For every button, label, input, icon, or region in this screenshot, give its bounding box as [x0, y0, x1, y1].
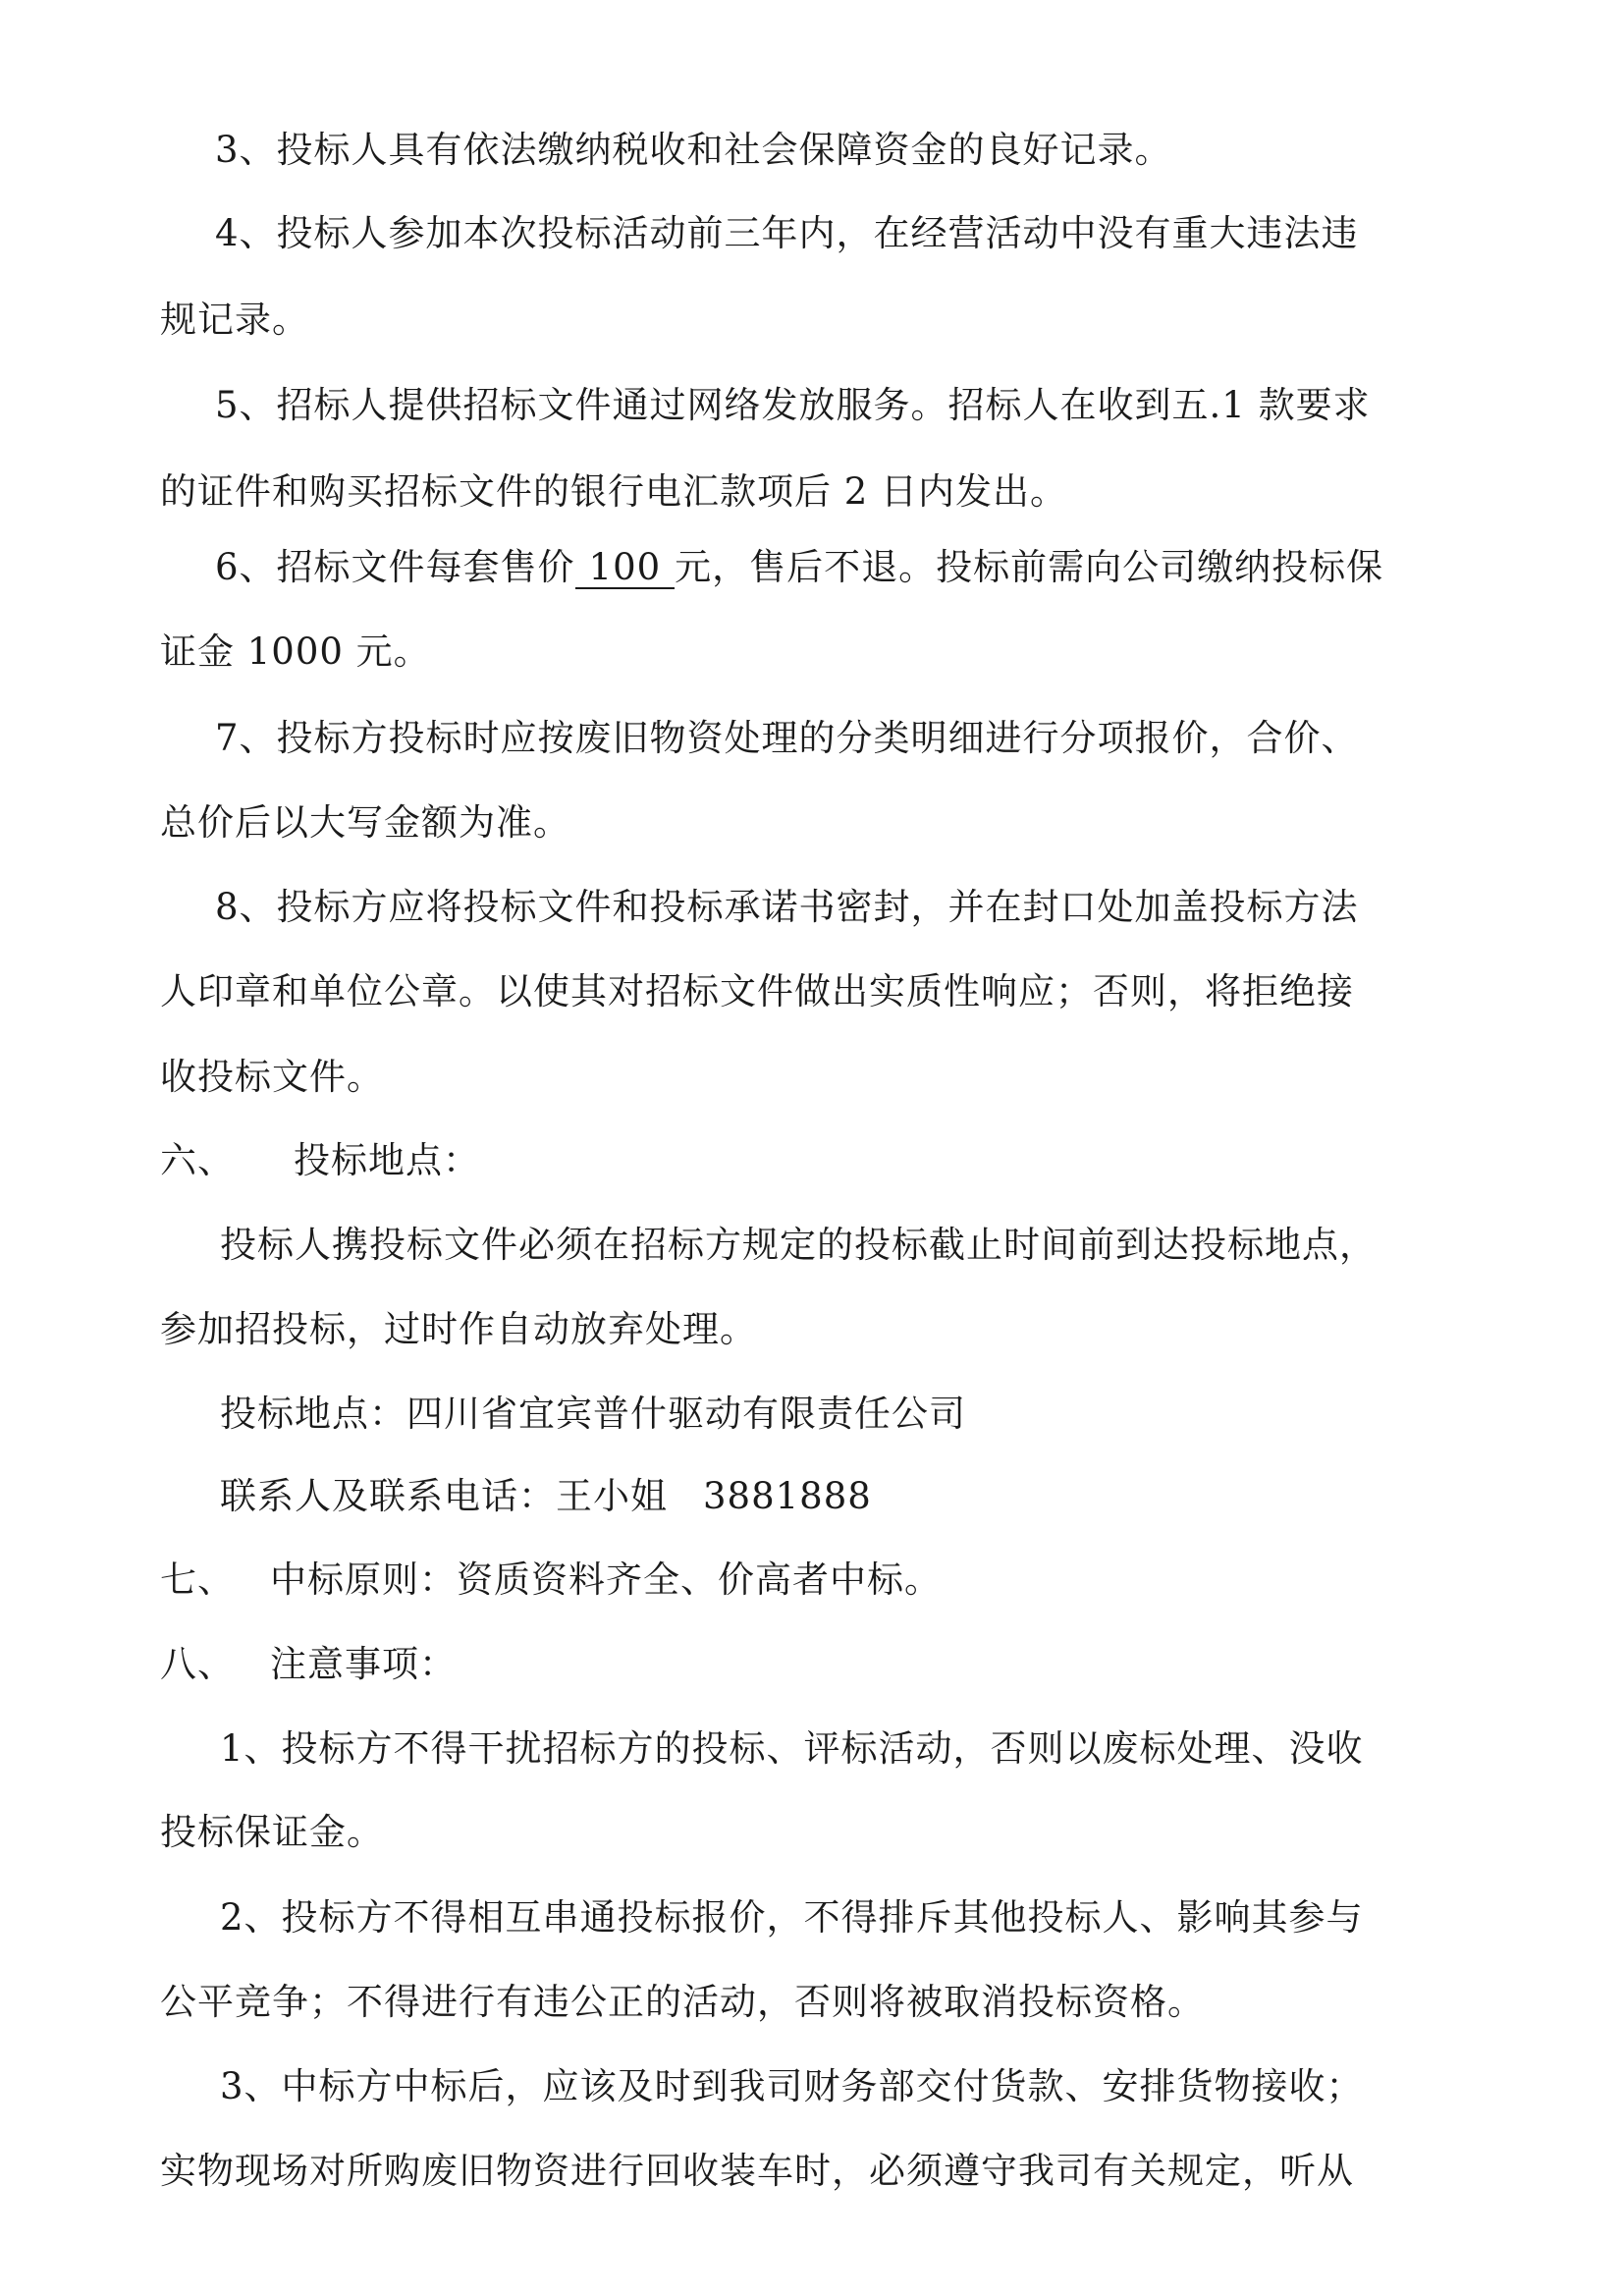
section-8-number: 八、: [160, 1643, 235, 1685]
note-1-line-2: 投标保证金。: [160, 1811, 384, 1853]
section-7-text: 中标原则：资质资料齐全、价高者中标。: [270, 1558, 942, 1601]
section-6-title: 投标地点：: [294, 1139, 480, 1181]
section-8-title: 注意事项：: [270, 1643, 457, 1685]
contact-phone: 3881888: [703, 1475, 872, 1517]
paragraph-4-line-1: 4、投标人参加本次投标活动前三年内，在经营活动中没有重大违法违: [215, 212, 1359, 254]
section-8-heading: [160, 1641, 457, 1688]
paragraph-6-line-1: [215, 544, 1383, 591]
paragraph-8-line-1: 8、投标方应将投标文件和投标承诺书密封，并在封口处加盖投标方法: [215, 886, 1359, 928]
paragraph-3: 3、投标人具有依法缴纳税收和社会保障资金的良好记录。: [215, 129, 1172, 171]
section-6-heading: [160, 1137, 480, 1184]
paragraph-6-line-2: 证金 1000 元。: [160, 630, 431, 673]
paragraph-6-text-b: 元，售后不退。投标前需向公司缴纳投标保: [675, 546, 1384, 588]
note-3-line-2: 实物现场对所购废旧物资进行回收装车时，必须遵守我司有关规定，听从: [160, 2150, 1354, 2192]
section-6-body-line-1: 投标人携投标文件必须在招标方规定的投标截止时间前到达投标地点，: [220, 1224, 1377, 1266]
paragraph-5-line-1: 5、招标人提供招标文件通过网络发放服务。招标人在收到五.1 款要求: [215, 384, 1371, 426]
tender-location-value: 四川省宜宾普什驱动有限责任公司: [406, 1393, 966, 1435]
section-6-number: 六、: [160, 1139, 235, 1181]
section-6-body-line-2: 参加招投标，过时作自动放弃处理。: [160, 1308, 757, 1350]
paragraph-7-line-1: 7、投标方投标时应按废旧物资处理的分类明细进行分项报价，合价、: [215, 717, 1359, 759]
note-2-line-1: 2、投标方不得相互串通投标报价，不得排斥其他投标人、影响其参与: [220, 1896, 1364, 1939]
tender-location-label: 投标地点：: [220, 1393, 406, 1435]
contact-label: 联系人及联系电话：: [220, 1475, 556, 1517]
paragraph-5-line-2: 的证件和购买招标文件的银行电汇款项后 2 日内发出。: [160, 470, 1068, 513]
paragraph-8-line-2: 人印章和单位公章。以使其对招标文件做出实质性响应；否则，将拒绝接: [160, 970, 1354, 1012]
section-7-number: 七、: [160, 1558, 235, 1601]
paragraph-4-line-2: 规记录。: [160, 299, 309, 341]
paragraph-8-line-3: 收投标文件。: [160, 1056, 384, 1098]
price-underlined-value: 100: [575, 548, 676, 589]
section-7: [160, 1557, 942, 1604]
paragraph-7-line-2: 总价后以大写金额为准。: [160, 801, 570, 844]
paragraph-6-text-a: 6、招标文件每套售价: [215, 546, 575, 588]
note-1-line-1: 1、投标方不得干扰招标方的投标、评标活动，否则以废标处理、没收: [220, 1727, 1364, 1770]
note-3-line-1: 3、中标方中标后，应该及时到我司财务部交付货款、安排货物接收；: [220, 2065, 1364, 2107]
contact-info: [220, 1473, 872, 1520]
note-2-line-2: 公平竞争；不得进行有违公正的活动，否则将被取消投标资格。: [160, 1981, 1205, 2023]
contact-name: 王小姐: [556, 1475, 668, 1517]
tender-location: [220, 1391, 966, 1438]
